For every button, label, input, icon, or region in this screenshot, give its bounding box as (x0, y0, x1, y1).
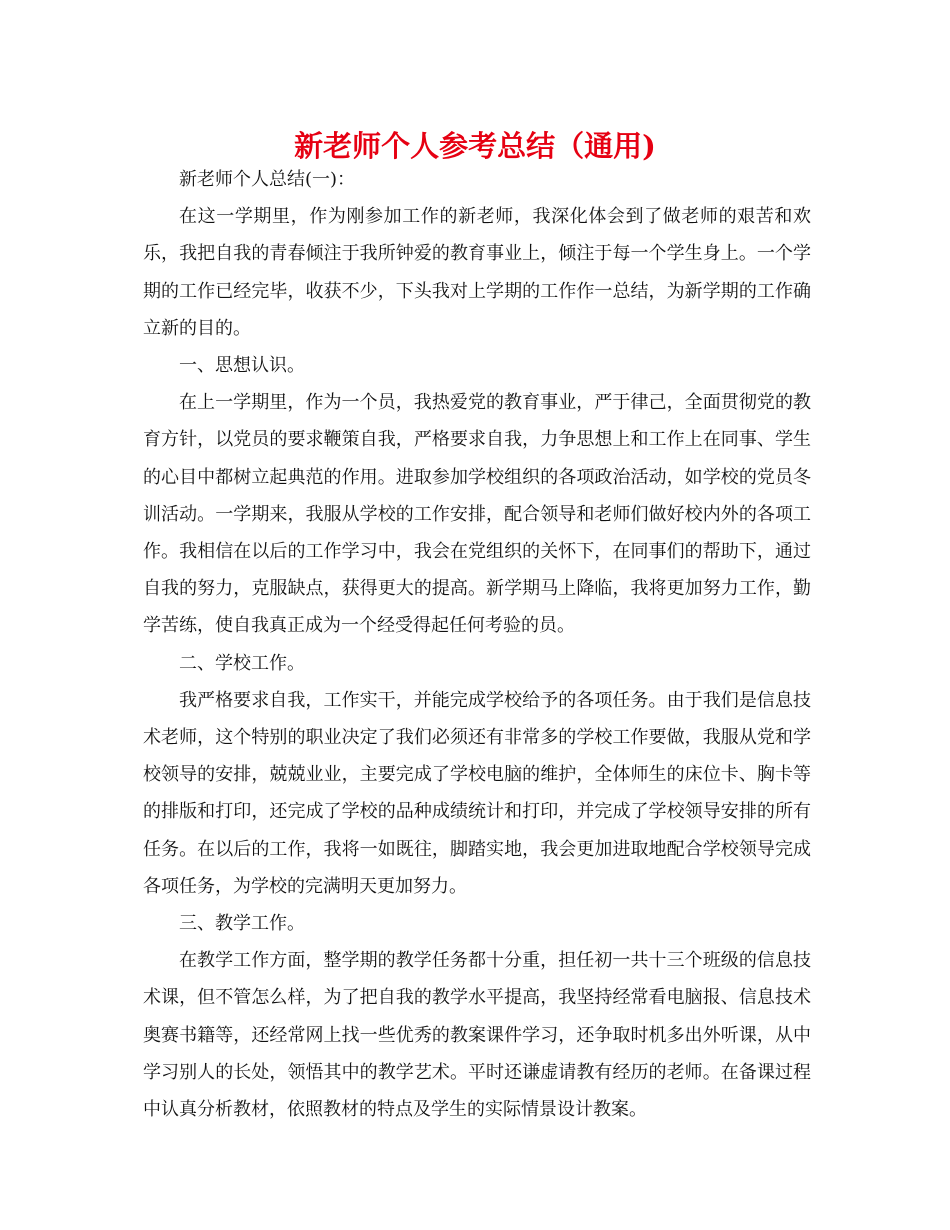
document-title: 新老师个人参考总结（通用) (294, 129, 656, 163)
section-heading-teaching: 三、教学工作。 (179, 913, 305, 935)
section-heading-ideology: 一、思想认识。 (179, 355, 305, 377)
paragraph-teaching: 在教学工作方面，整学期的教学任务都十分重，担任初一共十三个班级的信息技术课，但不管怎么样，为了把自我的教学水平提高，我坚持经常看电脑报、信息技术奥赛书籍等，还经常网上找一些优秀的教案课件学习，还争取时机多出外听课，从中学习别人的长处，领悟其中的教学艺术。平时还谦虚请教有经历的老师。在备课过程中认真分析教材，依照教材的特点及学生的实际情景设计教案。 (143, 950, 811, 1121)
document-body (143, 161, 811, 1128)
section-heading-school-work: 二、学校工作。 (179, 652, 305, 674)
paragraph-ideology: 在上一学期里，作为一个员，我热爱党的教育事业，严于律己，全面贯彻党的教育方针，以党员的要求鞭策自我，严格要求自我，力争思想上和工作上在同事、学生的心目中都树立起典范的作用。进取参加学校组织的各项政治活动，如学校的党员冬训活动。一学期来，我服从学校的工作安排，配合领导和老师们做好校内外的各项工作。我相信在以后的工作学习中，我会在党组织的关怀下，在同事们的帮助下，通过自我的努力，克服缺点，获得更大的提高。新学期马上降临，我将更加努力工作，勤学苦练，使自我真正成为一个经受得起任何考验的员。 (143, 392, 811, 637)
paragraph-subtitle: 新老师个人总结(一)： (179, 169, 356, 190)
paragraph-school-work: 我严格要求自我，工作实干，并能完成学校给予的各项任务。由于我们是信息技术老师，这个特别的职业决定了我们必须还有非常多的学校工作要做，我服从党和学校领导的安排，兢兢业业，主要完成了学校电脑的维护，全体师生的床位卡、胸卡等的排版和打印，还完成了学校的品种成绩统计和打印，并完成了学校领导安排的所有任务。在以后的工作，我将一如既往，脚踏实地，我会更加进取地配合学校领导完成各项任务，为学校的完满明天更加努力。 (143, 689, 811, 897)
paragraph-intro: 在这一学期里，作为刚参加工作的新老师，我深化体会到了做老师的艰苦和欢乐，我把自我的青春倾注于我所钟爱的教育事业上，倾注于每一个学生身上。一个学期的工作已经完毕，收获不少，下头我对上学期的工作作一总结，为新学期的工作确立新的目的。 (143, 206, 811, 339)
